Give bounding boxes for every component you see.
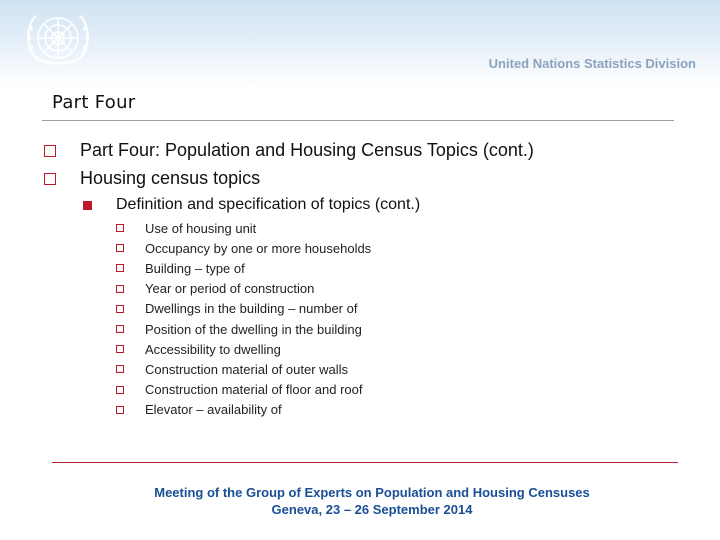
topic-text: Building – type of: [145, 260, 245, 276]
square-bullet-icon: [116, 406, 124, 414]
bullet-text: Housing census topics: [80, 168, 261, 188]
square-bullet-icon: [44, 173, 56, 185]
list-item: [116, 299, 371, 319]
square-bullet-icon: [116, 244, 124, 252]
topic-text: Position of the dwelling in the building: [145, 321, 362, 337]
list-item: [116, 238, 371, 258]
topic-text: Accessibility to dwelling: [145, 341, 281, 357]
slide-title: Part Four: [52, 92, 136, 113]
square-bullet-icon: [116, 325, 124, 333]
sub-heading: [83, 196, 420, 214]
footer-meeting-title: Meeting of the Group of Experts on Population and Housing Censuses: [154, 485, 590, 500]
square-bullet-icon: [116, 264, 124, 272]
square-bullet-icon: [116, 224, 124, 232]
sub-heading-text: Definition and specification of topics (cont.): [116, 196, 421, 213]
organization-name: United Nations Statistics Division: [488, 56, 696, 71]
filled-square-bullet-icon: [83, 201, 92, 210]
footer-location-date: Geneva, 23 – 26 September 2014: [271, 502, 473, 517]
topic-text: Dwellings in the building – number of: [145, 301, 358, 317]
topic-text: Construction material of outer walls: [145, 361, 349, 377]
topic-text: Construction material of floor and roof: [145, 382, 363, 398]
topic-text: Use of housing unit: [145, 220, 257, 236]
list-item: [116, 319, 371, 339]
list-item: [116, 339, 371, 359]
footer: [0, 484, 720, 518]
square-bullet-icon: [116, 345, 124, 353]
list-item: [116, 400, 371, 420]
un-emblem-logo: [20, 8, 96, 74]
square-bullet-icon: [116, 386, 124, 394]
list-item: [116, 279, 371, 299]
bullet-text: Part Four: Population and Housing Census Topics (cont.): [80, 140, 534, 160]
topic-text: Year or period of construction: [145, 281, 315, 297]
header-band: [0, 0, 720, 88]
square-bullet-icon: [116, 365, 124, 373]
topic-text: Elevator – availability of: [145, 402, 282, 418]
footer-divider: [52, 462, 678, 463]
title-divider: [42, 120, 674, 121]
bullet-item: [42, 168, 260, 189]
square-bullet-icon: [116, 285, 124, 293]
list-item: [116, 359, 371, 379]
list-item: [116, 380, 371, 400]
topic-text: Occupancy by one or more households: [145, 240, 372, 256]
square-bullet-icon: [44, 145, 56, 157]
topic-list: [116, 218, 371, 420]
square-bullet-icon: [116, 305, 124, 313]
list-item: [116, 258, 371, 278]
bullet-item: [42, 140, 534, 161]
list-item: [116, 218, 371, 238]
